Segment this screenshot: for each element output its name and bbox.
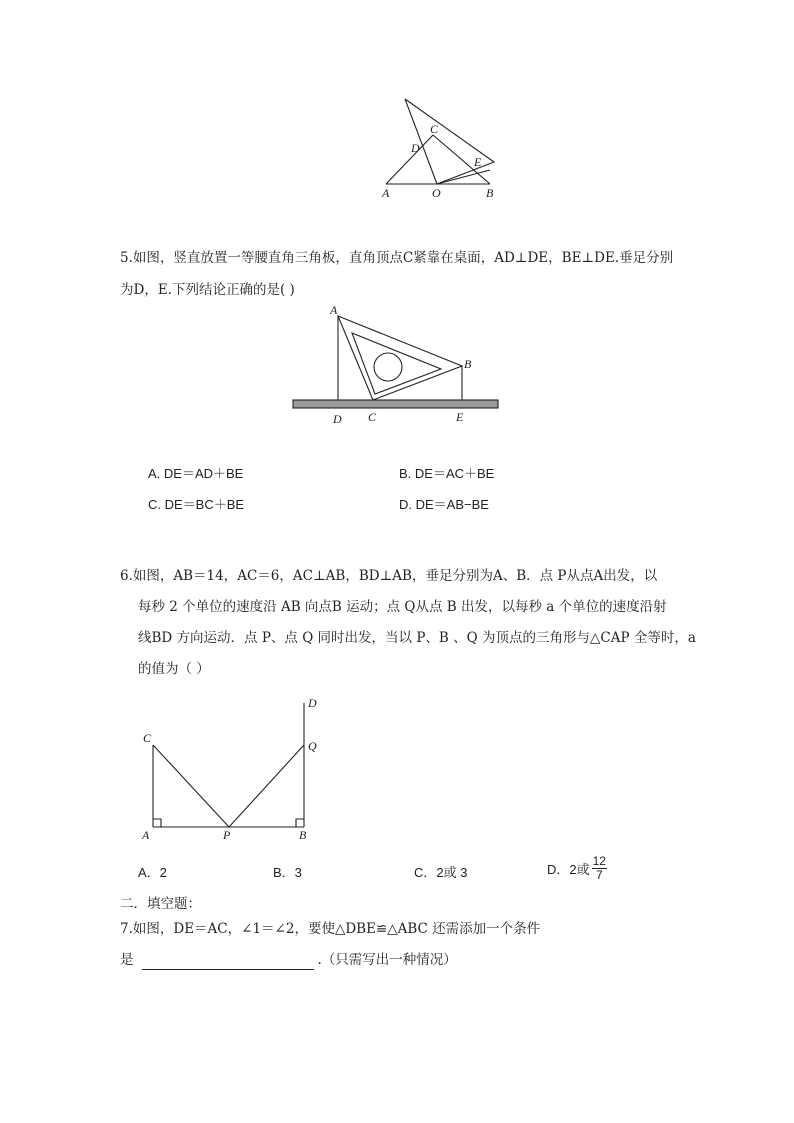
q6-cp bbox=[153, 745, 229, 827]
figure-q6 bbox=[135, 690, 335, 845]
q7-suffix: .（只需写出一种情况） bbox=[317, 952, 457, 968]
q7-line-1: 7.如图，DE＝AC，∠1＝∠2，要使△DBE≌△ABC 还需添加一个条件 bbox=[120, 921, 541, 937]
q6-option-d-denominator: 7 bbox=[595, 868, 603, 882]
q6-option-d-numerator: 12 bbox=[592, 854, 606, 868]
fig1-cb bbox=[433, 135, 490, 184]
q5-label-c: C bbox=[368, 410, 377, 424]
q6-option-d-fraction bbox=[592, 855, 607, 882]
q6-label-a: A bbox=[142, 828, 150, 842]
figure-q5 bbox=[285, 298, 505, 428]
q6-label-b: B bbox=[299, 828, 307, 842]
q5-label-b: B bbox=[464, 357, 472, 371]
q6-option-a: A．2 bbox=[138, 865, 167, 880]
q5-hole bbox=[374, 353, 402, 381]
q5-label-e: E bbox=[456, 410, 464, 424]
q7-prefix: 是 bbox=[120, 952, 134, 968]
fig1-label-e: E bbox=[474, 155, 482, 169]
fig1-label-a: A bbox=[382, 186, 390, 200]
q6-line-3: 线BD 方向运动．点 P、点 Q 同时出发，当以 P、B 、Q 为顶点的三角形与△CAP 全等时，a bbox=[138, 630, 696, 646]
q6-line-1: 6.如图，AB＝14，AC＝6，AC⊥AB，BD⊥AB，垂足分别为A、B．点 P从点A出发，以 bbox=[120, 568, 658, 584]
fig1-label-c: C bbox=[430, 122, 439, 136]
q6-line-4: 的值为（ ） bbox=[138, 661, 210, 677]
q5-option-c: C. DE＝BC＋BE bbox=[148, 497, 245, 512]
q5-label-d: D bbox=[333, 412, 342, 426]
q6-label-p: P bbox=[223, 828, 231, 842]
q5-triangle-inner bbox=[352, 333, 441, 394]
q5-triangle-outer bbox=[338, 316, 462, 400]
q7-line-2 bbox=[120, 950, 457, 970]
q5-option-b: B. DE＝AC＋BE bbox=[399, 466, 495, 481]
section-2-title: 二．填空题： bbox=[120, 896, 201, 912]
q5-option-d: D. DE＝AB−BE bbox=[399, 497, 489, 512]
q6-line-2: 每秒 2 个单位的速度沿 AB 向点B 运动；点 Q从点 B 出发，以每秒 a 个单位的速度沿射 bbox=[138, 599, 667, 615]
q6-label-q: Q bbox=[308, 739, 317, 753]
figure-1 bbox=[375, 92, 505, 204]
fig1-label-b: B bbox=[486, 186, 494, 200]
q5-line-2: 为D，E.下列结论正确的是( ) bbox=[120, 282, 295, 298]
q6-option-c: C．2或 3 bbox=[414, 865, 468, 880]
q5-label-a: A bbox=[330, 303, 338, 317]
fig1-label-d: D bbox=[411, 141, 420, 155]
q6-right-angle-a bbox=[153, 819, 161, 827]
q6-option-d bbox=[547, 855, 607, 882]
q7-answer-blank[interactable] bbox=[142, 955, 314, 970]
q6-label-c: C bbox=[143, 731, 152, 745]
q6-option-b: B．3 bbox=[273, 865, 302, 880]
fig1-label-o: O bbox=[432, 186, 441, 200]
fig1-ac bbox=[386, 135, 433, 184]
q5-line-1: 5.如图，竖直放置一等腰直角三角板，直角顶点C紧靠在桌面，AD⊥DE，BE⊥DE.垂足分别 bbox=[120, 250, 674, 266]
q6-label-d: D bbox=[308, 696, 317, 710]
q5-option-a: A. DE＝AD＋BE bbox=[148, 466, 244, 481]
q6-right-angle-b bbox=[296, 819, 304, 827]
q5-desk bbox=[293, 400, 498, 408]
q6-pq bbox=[229, 745, 304, 827]
q6-option-d-prefix: D．2或 bbox=[547, 862, 590, 877]
